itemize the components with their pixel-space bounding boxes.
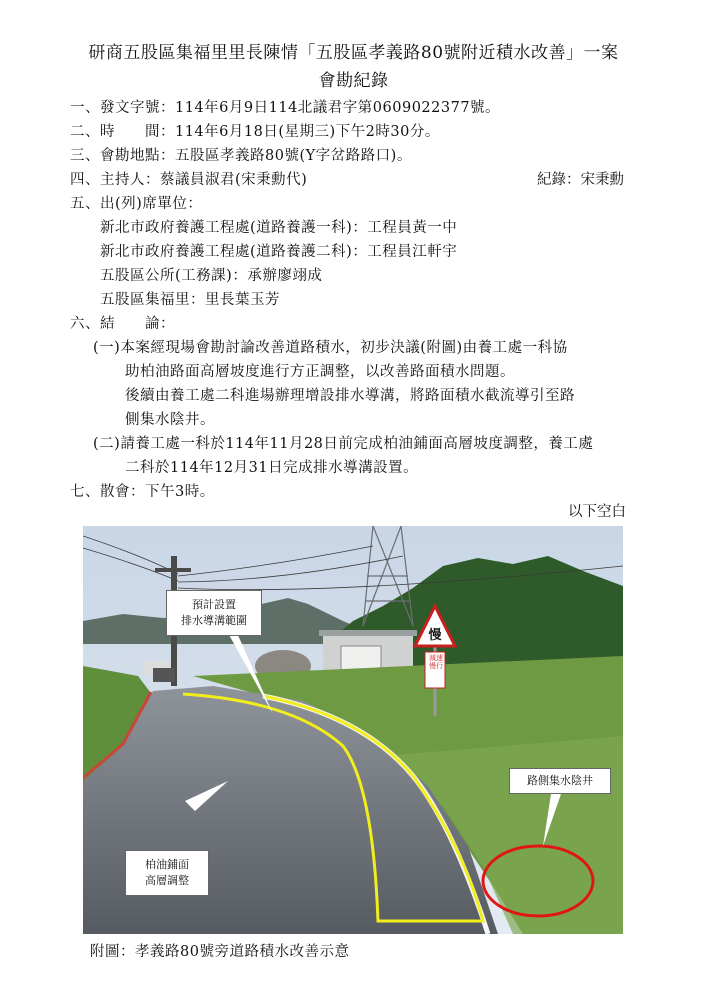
attendee-item: 新北市政府養護工程處(道路養護二科)：工程員江軒宇 [100,244,458,260]
callout-drain-range: 預計設置 排水導溝範圍 [166,590,262,636]
slow-sign-text: 慢 [428,628,442,643]
slow-sign-subtext: 減速慢行 [429,654,443,670]
time-line: 二、時 間：114年6月18日(星期三)下午2時30分。 [70,124,440,140]
place-line: 三、會勘地點：五股區孝義路80號(Y字岔路路口)。 [70,148,412,164]
recorder-line: 紀錄：宋秉勳 [537,172,624,188]
attendee-item: 五股區公所(工務課)：承辦廖翊成 [100,268,323,284]
host-line: 四、主持人：蔡議員淑君(宋秉勳代) [70,172,308,188]
adjourn-line: 七、散會：下午3時。 [70,484,215,500]
site-photo [83,526,623,934]
conclusion-line: (二)請養工處一科於114年11月28日前完成柏油鋪面高層坡度調整，養工處 [93,436,594,452]
conclusion-line: 後續由養工處二科進場辦理增設排水導溝，將路面積水截流導引至路 [125,388,575,404]
conclusion-line: 助柏油路面高層坡度進行方正調整，以改善路面積水問題。 [125,364,515,380]
conclusion-heading: 六、結 論： [70,316,175,332]
callout-drain-well: 路側集水陰井 [509,768,611,794]
document-subtitle: 會勘紀錄 [318,71,389,91]
callout-pavement: 柏油鋪面 高層調整 [125,850,209,896]
doc-number-line: 一、發文字號：114年6月9日114北議君字第0609022377號。 [70,100,501,116]
conclusion-line: 側集水陰井。 [125,412,215,428]
attendees-heading: 五、出(列)席單位： [70,196,203,212]
blank-note: 以下空白 [568,504,626,520]
attendee-item: 五股區集福里：里長葉玉芳 [100,292,280,308]
conclusion-line: 二科於114年12月31日完成排水導溝設置。 [125,460,419,476]
conclusion-line: (一)本案經現場會勘討論改善道路積水，初步決議(附圖)由養工處一科協 [93,340,568,356]
attendee-item: 新北市政府養護工程處(道路養護一科)：工程員黃一中 [100,220,458,236]
figure-caption: 附圖：孝義路80號旁道路積水改善示意 [90,944,350,960]
document-title: 研商五股區集福里里長陳情「五股區孝義路80號附近積水改善」一案 [88,43,619,63]
